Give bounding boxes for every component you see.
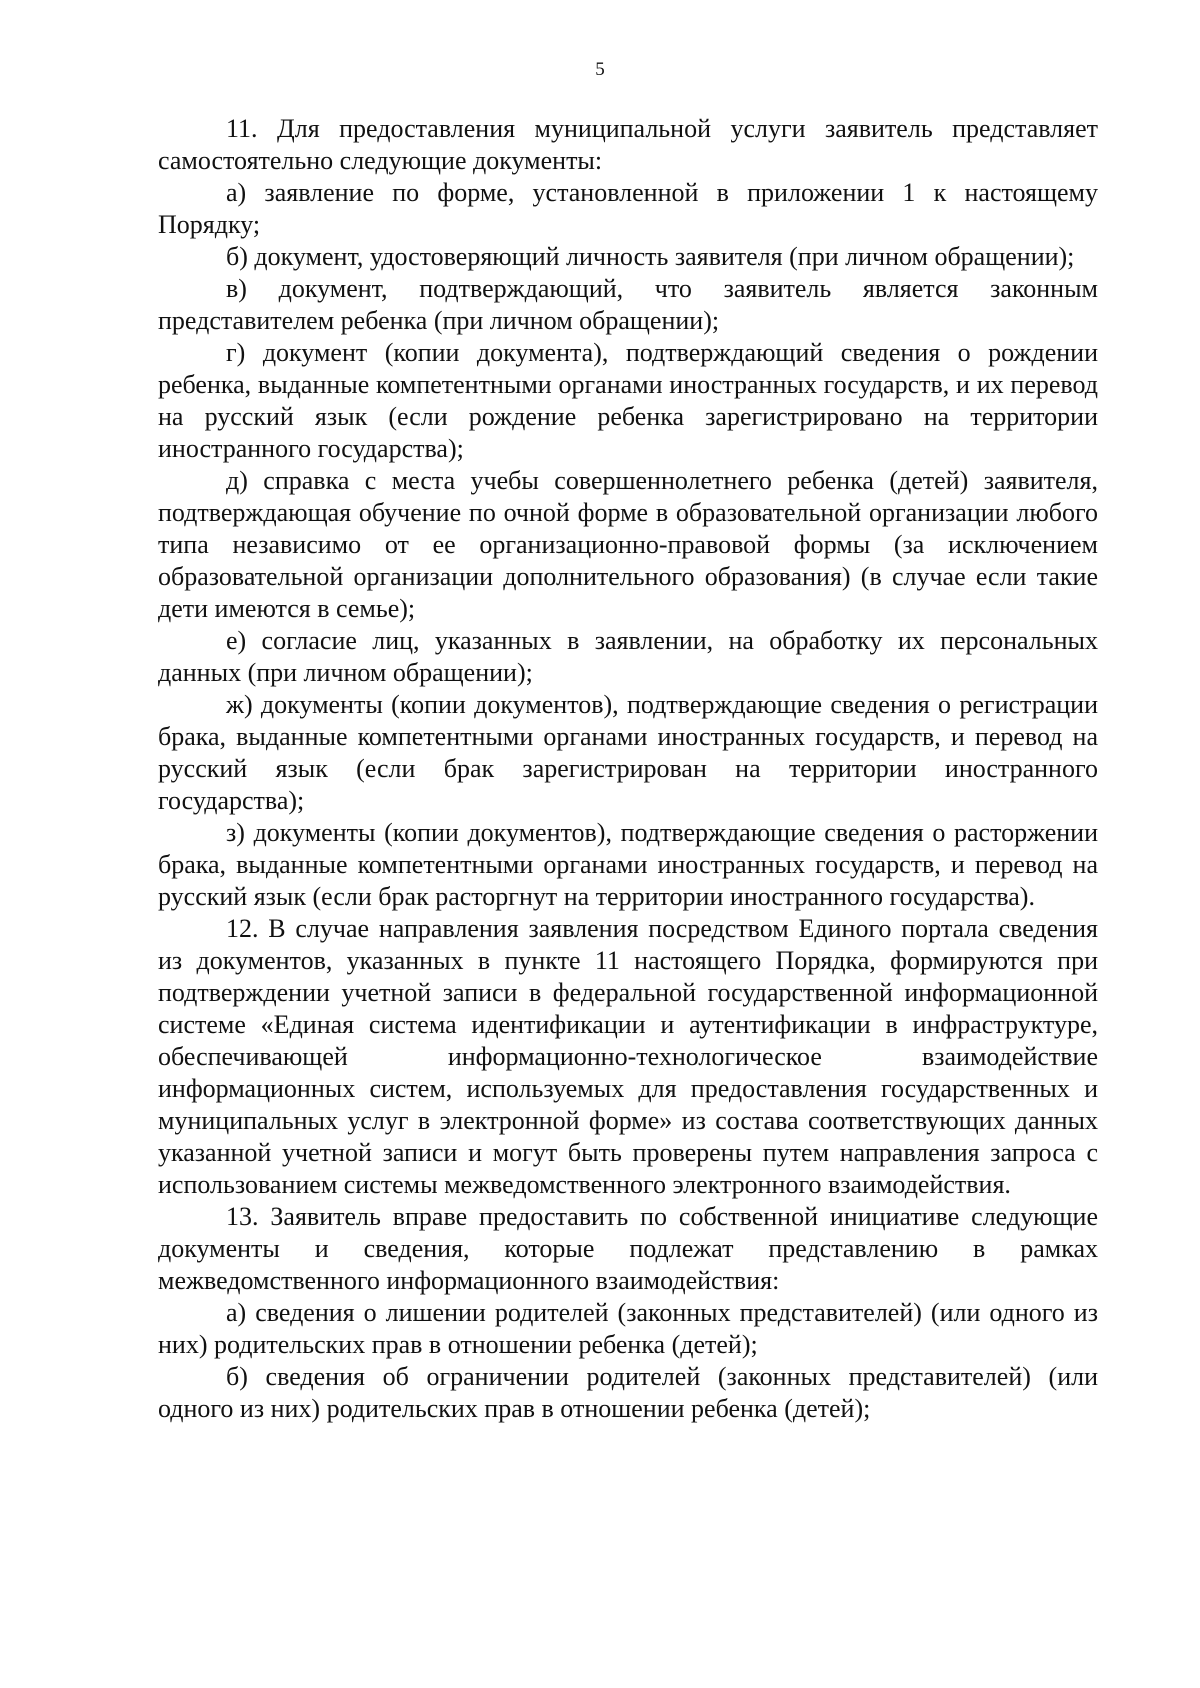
document-body (158, 113, 1098, 1425)
paragraph-11-b: б) документ, удостоверяющий личность заявителя (при личном обращении); (226, 242, 1075, 271)
paragraph-11-a: а) заявление по форме, установленной в приложении 1 к настоящему Порядку; (158, 178, 1098, 239)
paragraph-13-b: б) сведения об ограничении родителей (законных представителей) (или одного из них) родительских прав в отношении ребенка (детей); (158, 1362, 1098, 1423)
paragraph-11-zh: ж) документы (копии документов), подтверждающие сведения о регистрации брака, выданные компетентными органами иностранных государств, и перевод на русский язык (если брак зарегистрирован на территории иностранного государства); (158, 690, 1098, 815)
paragraph-11-g: г) документ (копии документа), подтверждающий сведения о рождении ребенка, выданные компетентными органами иностранных государств, и их перевод на русский язык (если рождение ребенка зарегистрировано на территории иностранного государства); (158, 338, 1098, 463)
paragraph-11-d: д) справка с места учебы совершеннолетнего ребенка (детей) заявителя, подтверждающая обучение по очной форме в образовательной организации любого типа независимо от ее организационно-правовой формы (за исключением образовательной организации дополнительного образования) (в случае если такие дети имеются в семье); (158, 466, 1098, 623)
paragraph-11-e: е) согласие лиц, указанных в заявлении, на обработку их персональных данных (при личном обращении); (158, 626, 1098, 687)
paragraph-11-v: в) документ, подтверждающий, что заявитель является законным представителем ребенка (при личном обращении); (158, 274, 1098, 335)
paragraph-12: 12. В случае направления заявления посредством Единого портала сведения из документов, указанных в пункте 11 настоящего Порядка, формируются при подтверждении учетной записи в федеральной государственной информационной системе «Единая система идентификации и аутентификации в инфраструктуре, обеспечивающей информационно-технологическое взаимодействие информационных систем, используемых для предоставления государственных и муниципальных услуг в электронной форме» из состава соответствующих данных указанной учетной записи и могут быть проверены путем направления запроса с использованием системы межведомственного электронного взаимодействия. (158, 914, 1098, 1199)
page-number: 5 (595, 59, 605, 80)
paragraph-11: 11. Для предоставления муниципальной услуги заявитель представляет самостоятельно следующие документы: (158, 114, 1098, 175)
paragraph-11-z: з) документы (копии документов), подтверждающие сведения о расторжении брака, выданные компетентными органами иностранных государств, и перевод на русский язык (если брак расторгнут на территории иностранного государства). (158, 818, 1098, 911)
paragraph-13-a: а) сведения о лишении родителей (законных представителей) (или одного из них) родительских прав в отношении ребенка (детей); (158, 1298, 1098, 1359)
paragraph-13: 13. Заявитель вправе предоставить по собственной инициативе следующие документы и сведения, которые подлежат представлению в рамках межведомственного информационного взаимодействия: (158, 1202, 1098, 1295)
